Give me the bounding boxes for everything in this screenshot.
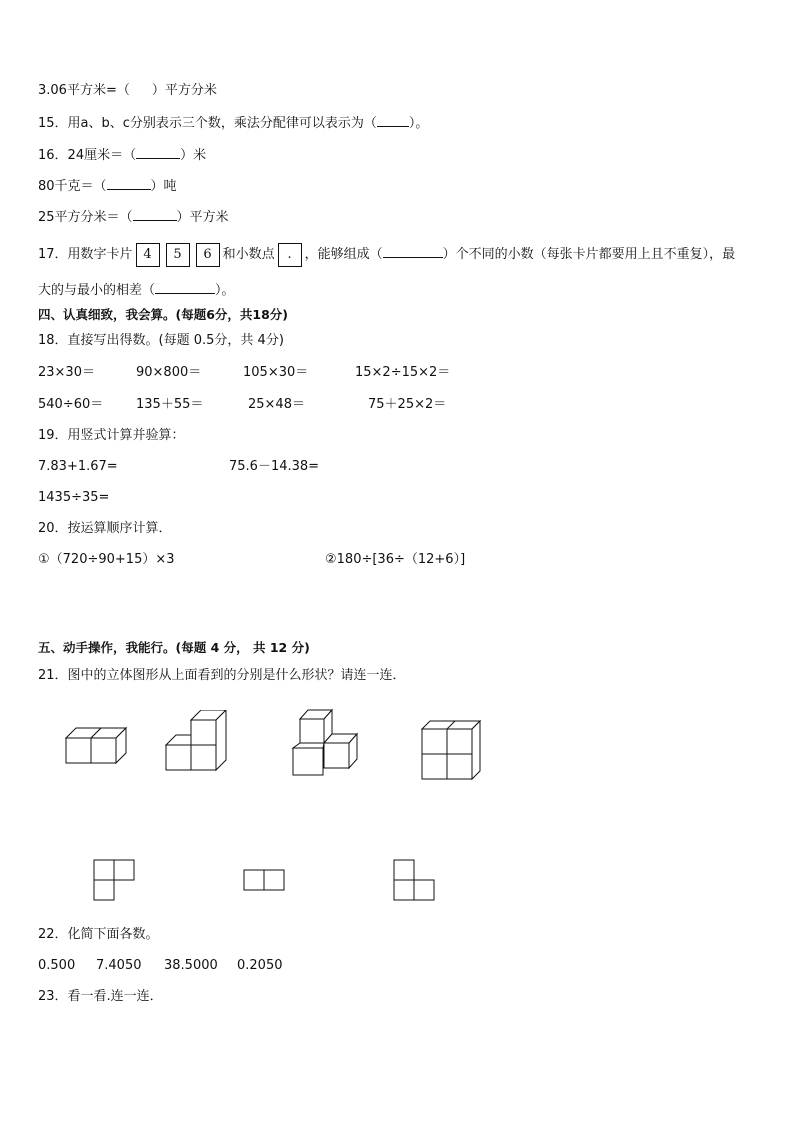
calc-item: 90×800＝ xyxy=(136,365,202,380)
answer-blank[interactable] xyxy=(133,208,177,221)
calc-item: 135＋55＝ xyxy=(136,397,204,412)
decimal-point-card: . xyxy=(278,243,302,267)
blank[interactable] xyxy=(130,82,152,94)
calc-item: 23×30＝ xyxy=(38,365,95,380)
top-view-l-shape-2 xyxy=(392,858,438,902)
question-17: 17．用数字卡片 4 5 6 和小数点 . ，能够组成（ ）个不同的小数（每张卡片都要用上且不重复），最 xyxy=(38,242,735,268)
vertical-calc-item: 75.6－14.38= xyxy=(229,459,320,474)
number-item: 0.500 xyxy=(38,958,76,973)
question-21: 21．图中的立体图形从上面看到的分别是什么形状？请连一连． xyxy=(38,668,406,683)
q14-line: 3.06平方米=（ ）平方分米 xyxy=(38,83,217,98)
digit-card: 6 xyxy=(196,243,220,267)
answer-blank[interactable] xyxy=(377,114,409,127)
question-19: 19．用竖式计算并验算： xyxy=(38,428,185,443)
calc-item: 105×30＝ xyxy=(243,365,309,380)
cube-solid-1 xyxy=(60,720,130,774)
answer-blank[interactable] xyxy=(155,281,215,294)
calc-item: 540÷60＝ xyxy=(38,397,104,412)
answer-blank[interactable] xyxy=(107,177,151,190)
vertical-calc-item: 1435÷35= xyxy=(38,490,110,505)
vertical-calc-item: 7.83+1.67= xyxy=(38,459,118,474)
answer-blank[interactable] xyxy=(383,245,443,258)
number-item: 0.2050 xyxy=(237,958,283,973)
question-20: 20．按运算顺序计算． xyxy=(38,521,172,536)
order-calc-item: ②180÷[36÷（12+6）] xyxy=(325,552,466,567)
question-18: 18．直接写出得数。(每题 0.5分，共 4分) xyxy=(38,333,284,348)
number-item: 38.5000 xyxy=(164,958,218,973)
question-16-line-3: 25平方分米＝（ ）平方米 xyxy=(38,210,229,225)
digit-card: 4 xyxy=(136,243,160,267)
cube-solid-3 xyxy=(288,704,364,778)
calc-item: 75＋25×2＝ xyxy=(368,397,447,412)
digit-card: 5 xyxy=(166,243,190,267)
question-23: 23．看一看.连一连． xyxy=(38,989,163,1004)
calc-item: 25×48＝ xyxy=(248,397,305,412)
answer-blank[interactable] xyxy=(136,146,180,159)
section-4-title: 四、认真细致，我会算。(每题6分，共18分) xyxy=(38,307,289,322)
question-16-line-1: 16．24厘米＝（ ）米 xyxy=(38,148,207,163)
question-22: 22．化简下面各数。 xyxy=(38,927,159,942)
question-16-line-2: 80千克＝（ ）吨 xyxy=(38,179,177,194)
cube-solid-4 xyxy=(418,716,484,782)
section-5-title: 五、动手操作，我能行。(每题 4 分， 共 12 分) xyxy=(38,640,310,655)
order-calc-item: ①（720÷90+15）×3 xyxy=(38,552,175,567)
question-15: 15．用a、b、c分别表示三个数，乘法分配律可以表示为（ ）。 xyxy=(38,116,429,131)
calc-item: 15×2÷15×2＝ xyxy=(355,365,451,380)
top-view-l-shape-1 xyxy=(92,858,138,902)
question-17-cont: 大的与最小的相差（ ）。 xyxy=(38,283,235,298)
cube-solid-2 xyxy=(162,710,230,776)
number-item: 7.4050 xyxy=(96,958,142,973)
top-view-two-squares xyxy=(242,868,288,892)
